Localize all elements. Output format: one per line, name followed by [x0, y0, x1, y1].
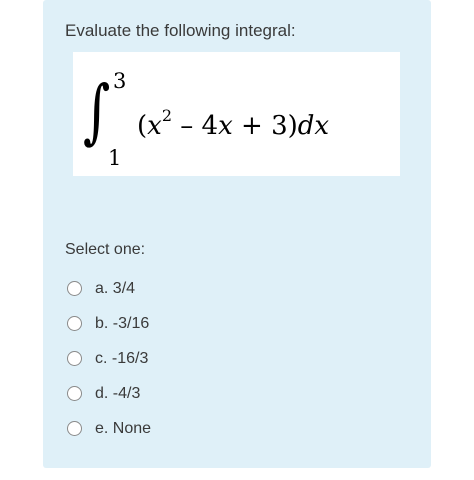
answer-option-label: d. -4/3	[95, 384, 141, 402]
answer-option-b[interactable]	[67, 306, 151, 341]
answer-option-label: a. 3/4	[95, 279, 136, 297]
answer-option-label: e. None	[95, 419, 152, 437]
answer-options	[67, 271, 151, 446]
integral-lower-limit: 1	[108, 146, 122, 170]
question-panel	[43, 0, 431, 468]
integral-upper-limit: 3	[113, 69, 127, 93]
integral-sign-icon: ∫	[83, 70, 111, 152]
integral-expression-box	[73, 52, 400, 176]
radio-button-c[interactable]	[67, 351, 82, 366]
answer-option-label: b. -3/16	[95, 314, 150, 332]
answer-option-e[interactable]	[67, 411, 151, 446]
integrand: $(x^2 - 4x + 3)dx$	[137, 106, 330, 141]
radio-button-b[interactable]	[67, 316, 82, 331]
answer-option-label: c. -16/3	[95, 349, 149, 367]
select-one-label: Select one:	[65, 241, 146, 258]
question-prompt: Evaluate the following integral:	[65, 21, 296, 40]
answer-option-c[interactable]	[67, 341, 151, 376]
radio-button-d[interactable]	[67, 386, 82, 401]
radio-button-a[interactable]	[67, 281, 82, 296]
radio-button-e[interactable]	[67, 421, 82, 436]
answer-option-a[interactable]	[67, 271, 151, 306]
answer-option-d[interactable]	[67, 376, 151, 411]
integral-expression	[73, 52, 400, 176]
